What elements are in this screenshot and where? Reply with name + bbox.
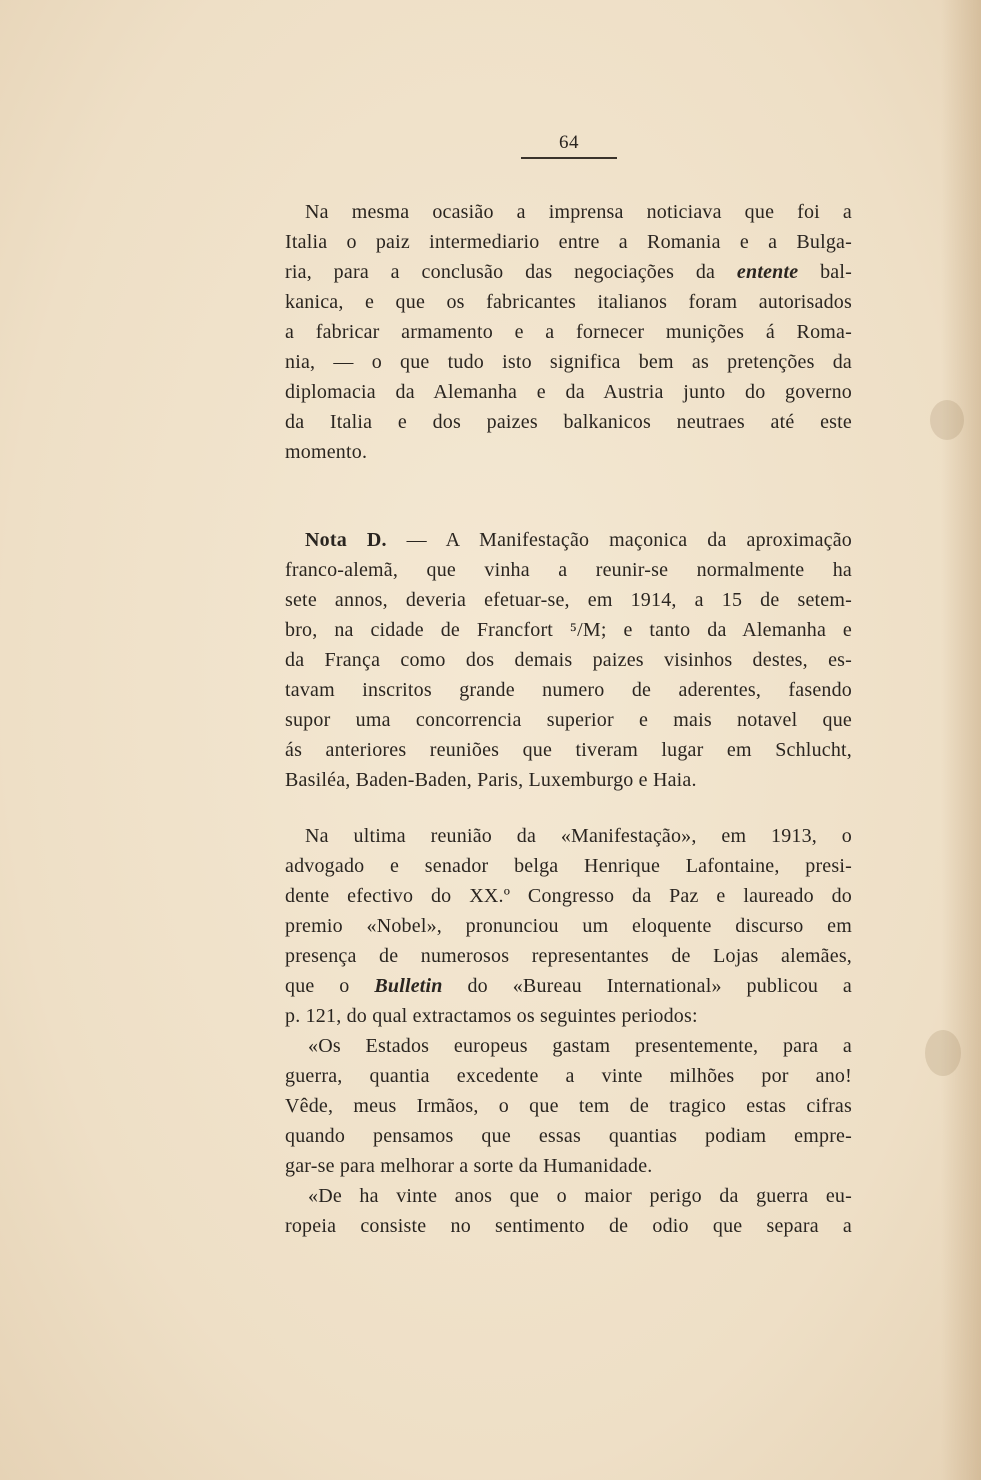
text-line: Italia o paiz intermediario entre a Romania e a Bulga- <box>285 231 852 253</box>
text-line: kanica, e que os fabricantes italianos foram autorisados <box>285 291 852 313</box>
text-run: ria, para a conclusão das negociações da <box>285 261 737 283</box>
text-line: Na mesma ocasião a imprensa noticiava que foi a <box>305 201 852 223</box>
text-line: diplomacia da Alemanha e da Austria junto do governo <box>285 381 852 403</box>
text-line: franco-alemã, que vinha a reunir-se normalmente ha <box>285 559 852 581</box>
text-run: que o <box>285 975 375 997</box>
text-line: dente efectivo do XX.º Congresso da Paz e laureado do <box>285 885 852 907</box>
page-number-rule <box>521 157 617 159</box>
text-line: a fabricar armamento e a fornecer munições á Roma- <box>285 321 852 343</box>
text-line: quando pensamos que essas quantias podiam empre- <box>285 1125 852 1147</box>
text-line: gar-se para melhorar a sorte da Humanidade. <box>285 1155 653 1177</box>
text-run: — A Manifestação maçonica da aproximação <box>386 529 852 551</box>
text-line: supor uma concorrencia superior e mais notavel que <box>285 709 852 731</box>
text-line: Vêde, meus Irmãos, o que tem de tragico estas cifras <box>285 1095 852 1117</box>
text-run: bal- <box>798 261 852 283</box>
page-number: 64 <box>559 132 579 153</box>
text-line: p. 121, do qual extractamos os seguintes periodos: <box>285 1005 698 1027</box>
text-line: guerra, quantia excedente a vinte milhões por ano! <box>285 1065 852 1087</box>
text-line: sete annos, deveria efetuar-se, em 1914, a 15 de setem- <box>285 589 852 611</box>
text-line: tavam inscritos grande numero de aderentes, fasendo <box>285 679 852 701</box>
nota-label: Nota D. <box>305 529 387 551</box>
text-line: ropeia consiste no sentimento de odio que separa a <box>285 1215 852 1237</box>
text-line: presença de numerosos representantes de Lojas alemães, <box>285 945 852 967</box>
text-line: Basiléa, Baden-Baden, Paris, Luxemburgo e Haia. <box>285 769 697 791</box>
emphasis-bulletin: Bulletin <box>374 975 443 997</box>
emphasis-entente: entente <box>736 261 799 283</box>
text-line: bro, na cidade de Francfort ⁵/M; e tanto da Alemanha e <box>285 619 852 641</box>
text-line <box>285 258 852 288</box>
text-line: da Italia e dos paizes balkanicos neutraes até este <box>285 411 852 433</box>
text-line: nia, — o que tudo isto significa bem as pretenções da <box>285 351 852 373</box>
text-line: momento. <box>285 441 368 463</box>
text-line: da França como dos demais paizes visinhos destes, es- <box>285 649 852 671</box>
text-line <box>285 972 852 1002</box>
paper-stain <box>930 400 964 440</box>
text-line: «De ha vinte anos que o maior perigo da guerra eu- <box>308 1185 852 1207</box>
text-line: advogado e senador belga Henrique Lafontaine, presi- <box>285 855 852 877</box>
text-run: do «Bureau International» publicou a <box>442 975 852 997</box>
text-line <box>305 526 852 556</box>
text-line: premio «Nobel», pronunciou um eloquente discurso em <box>285 915 852 937</box>
text-line: Na ultima reunião da «Manifestação», em 1913, o <box>305 825 852 847</box>
page-edge-shadow <box>941 0 981 1480</box>
text-line: ás anteriores reuniões que tiveram lugar em Schlucht, <box>285 739 852 761</box>
paper-stain <box>925 1030 961 1076</box>
text-line: «Os Estados europeus gastam presentemente, para a <box>308 1035 852 1057</box>
